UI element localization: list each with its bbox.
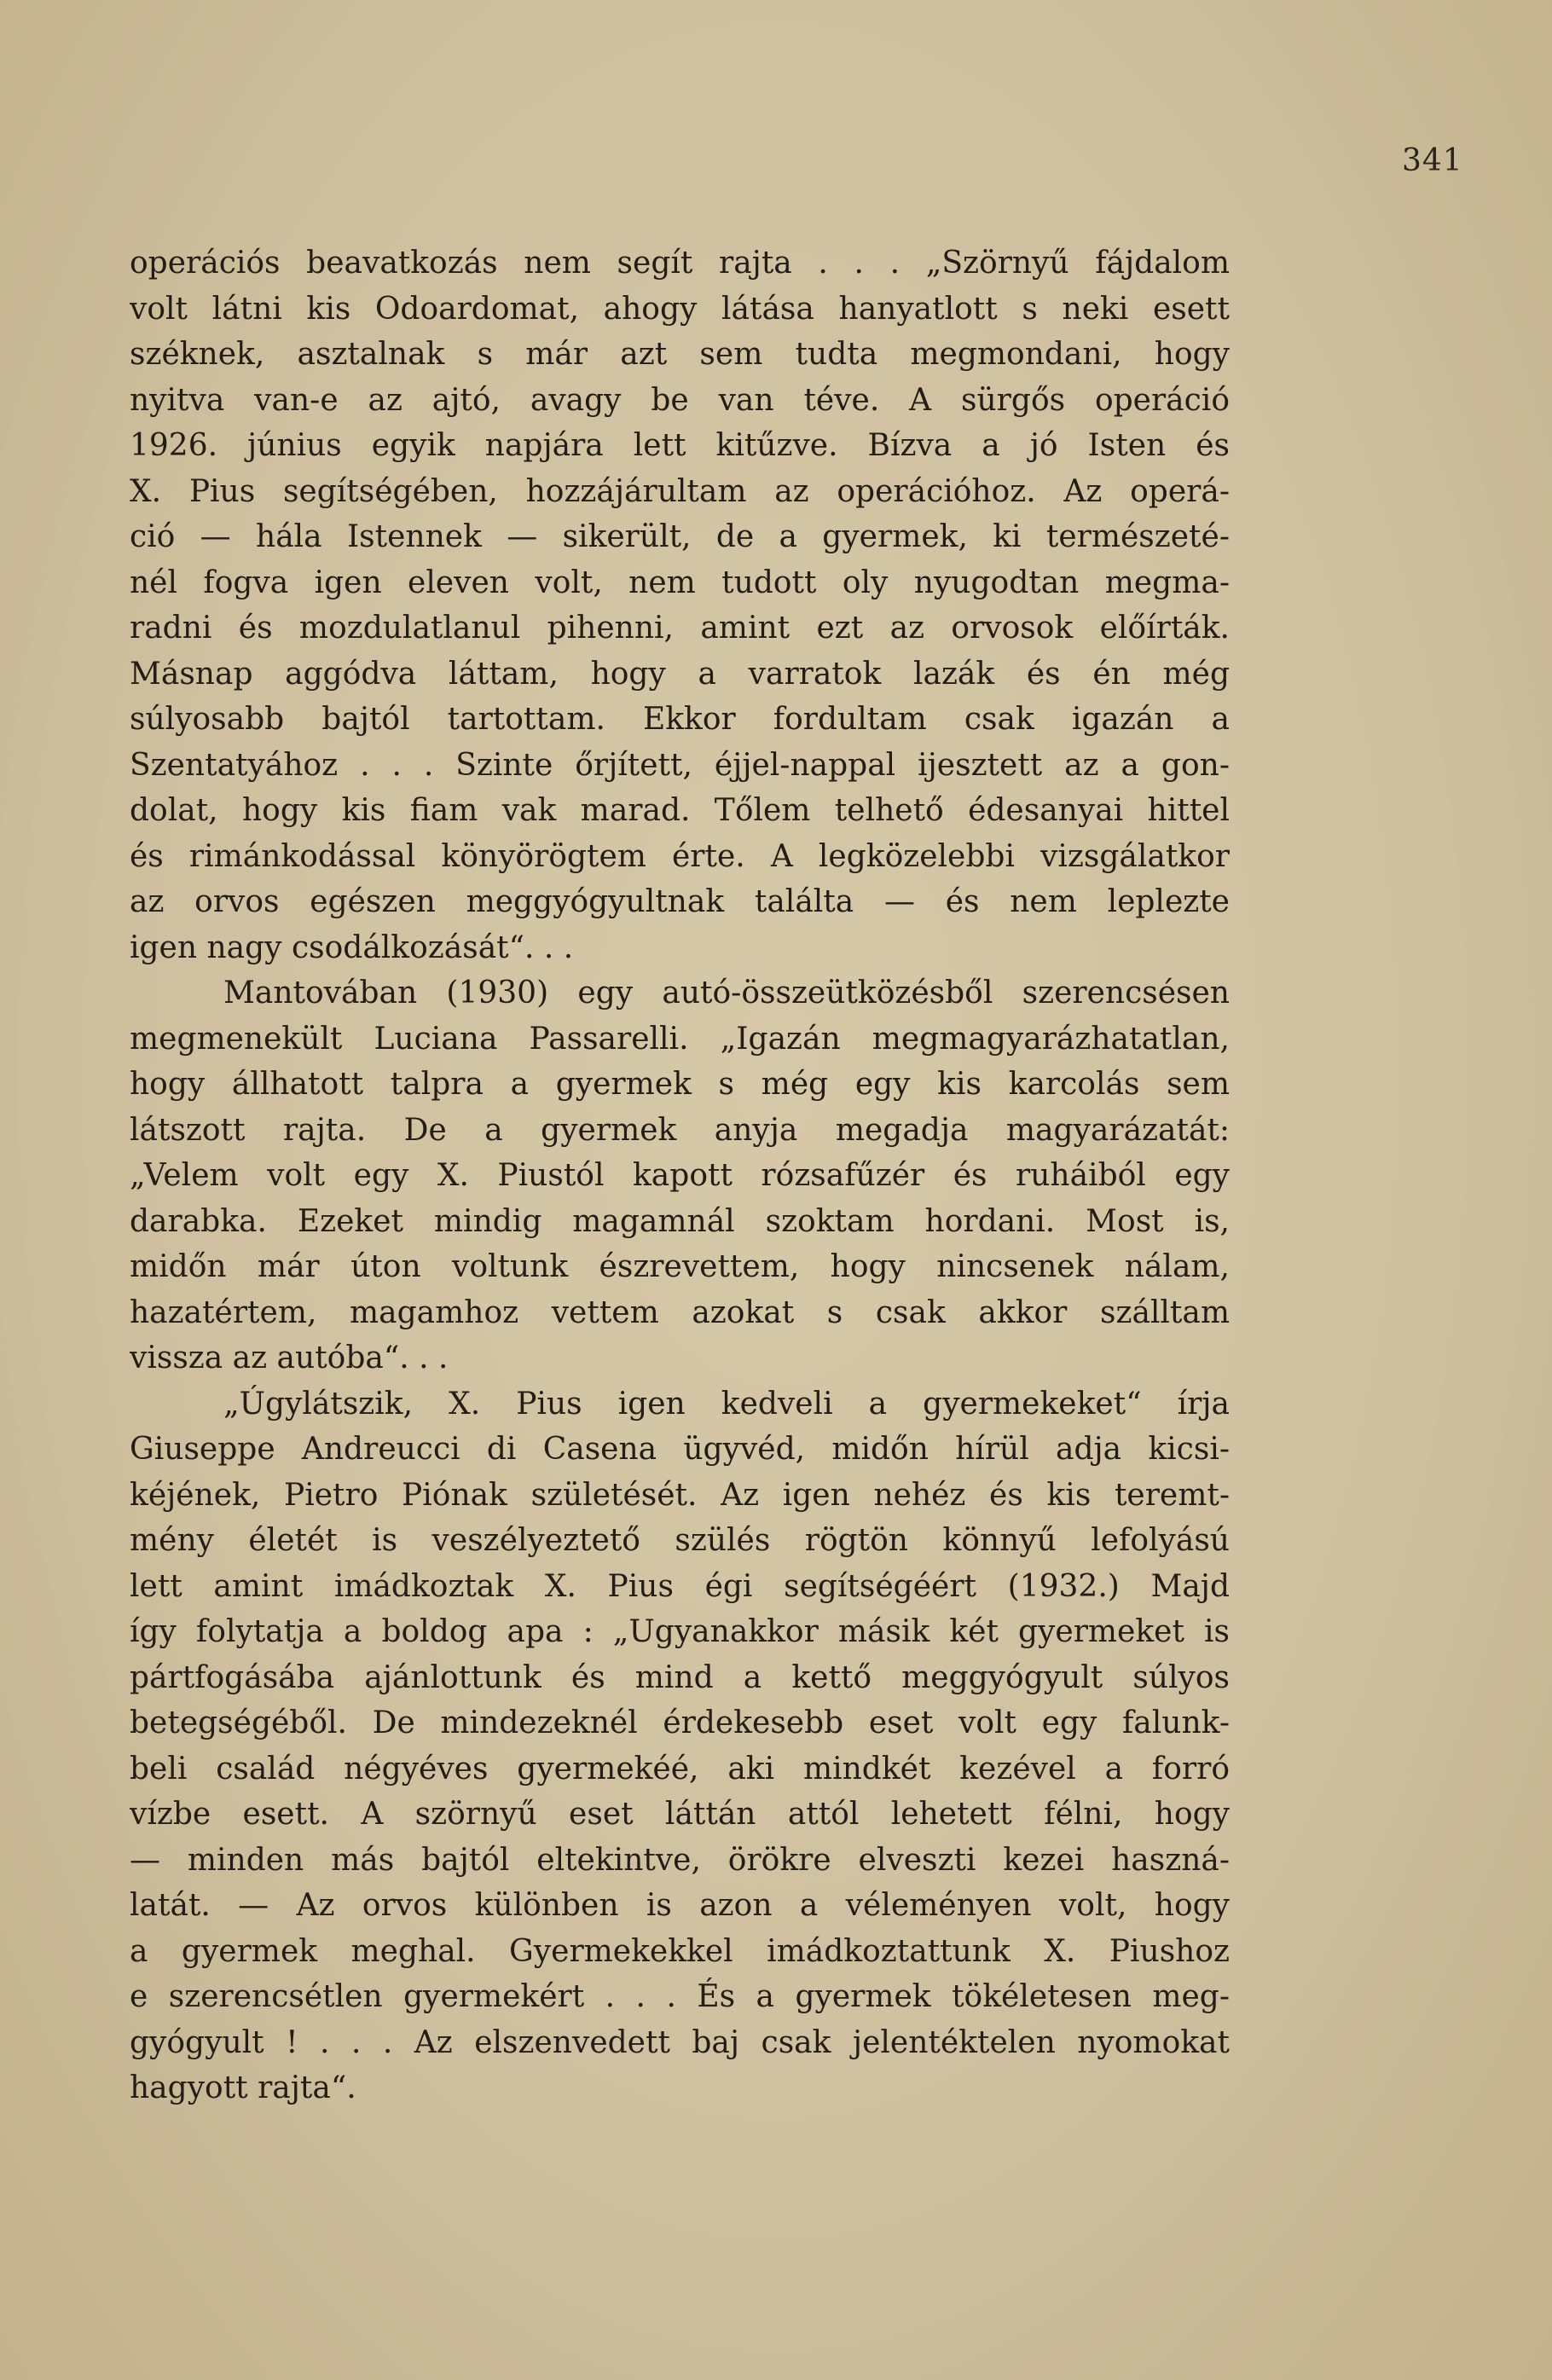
text-line: vízbe esett. A szörnyű eset láttán attól lehetett félni, hogy (130, 1797, 1230, 1832)
text-line: lett amint imádkoztak X. Pius égi segítségéért (1932.) Majd (130, 1568, 1230, 1604)
text-line: vissza az autóba“. . . (130, 1341, 449, 1375)
text-line: e szerencsétlen gyermekért . . . És a gyermek tökéletesen meg- (130, 1979, 1230, 2014)
text-line: darabka. Ezeket mindig magamnál szoktam hordani. Most is, (130, 1203, 1230, 1239)
text-line: mény életét is veszélyeztető szülés rögtön könnyű lefolyású (130, 1523, 1230, 1558)
text-line: — minden más bajtól eltekintve, örökre elveszti kezei haszná- (130, 1842, 1230, 1878)
text-line: kéjének, Pietro Piónak születését. Az igen nehéz és kis teremt- (130, 1477, 1230, 1513)
text-line: 1926. június egyik napjára lett kitűzve. Bízva a jó Isten és (130, 428, 1230, 463)
text-line: megmenekült Luciana Passarelli. „Igazán megmagyarázhatatlan, (130, 1021, 1230, 1057)
text-line: gyógyult ! . . . Az elszenvedett baj csak jelentéktelen nyomokat (130, 2024, 1230, 2060)
text-line: X. Pius segítségében, hozzájárultam az operációhoz. Az operá- (130, 473, 1230, 509)
text-line: pártfogásába ajánlottunk és mind a kettő meggyógyult súlyos (130, 1659, 1230, 1695)
text-line: betegségéből. De mindezeknél érdekesebb eset volt egy falunk- (130, 1705, 1230, 1740)
body-text (130, 240, 1230, 2111)
text-line: nél fogva igen eleven volt, nem tudott oly nyugodtan megma- (130, 565, 1230, 600)
text-line: súlyosabb bajtól tartottam. Ekkor fordultam csak igazán a (130, 702, 1230, 737)
text-line: Szentatyához . . . Szinte őrjített, éjjel-nappal ijesztett az a gon- (130, 747, 1230, 783)
text-line: ció — hála Istennek — sikerült, de a gyermek, ki természeté- (130, 519, 1230, 554)
text-line: nyitva van-e az ajtó, avagy be van téve. A sürgős operáció (130, 382, 1230, 418)
page-number: 341 (1402, 143, 1463, 178)
text-line: radni és mozdulatlanul pihenni, amint ezt az orvosok előírták. (130, 611, 1230, 646)
text-line: igen nagy csodálkozását“. . . (130, 929, 574, 965)
text-line: Giuseppe Andreucci di Casena ügyvéd, midőn hírül adja kicsi- (130, 1432, 1230, 1467)
text-line: hogy állhatott talpra a gyermek s még egy kis karcolás sem (130, 1067, 1230, 1102)
text-line: latát. — Az orvos különben is azon a véleményen volt, hogy (130, 1888, 1230, 1923)
text-line: midőn már úton voltunk észrevettem, hogy nincsenek nálam, (130, 1249, 1230, 1284)
text-line: az orvos egészen meggyógyultnak találta — és nem leplezte (130, 884, 1230, 919)
text-line: és rimánkodással könyörögtem érte. A legközelebbi vizsgálatkor (130, 838, 1230, 874)
text-line: beli család négyéves gyermekéé, aki mindkét kezével a forró (130, 1751, 1230, 1786)
text-line: a gyermek meghal. Gyermekekkel imádkoztattunk X. Piushoz (130, 1933, 1230, 1969)
text-line: Másnap aggódva láttam, hogy a varratok lazák és én még (130, 656, 1230, 692)
text-line: Mantovában (1930) egy autó-összeütközésből szerencsésen (223, 976, 1230, 1010)
text-line: hagyott rajta“. (130, 2070, 356, 2105)
text-line: látszott rajta. De a gyermek anyja megadja magyarázatát: (130, 1112, 1230, 1148)
text-line: hazatértem, magamhoz vettem azokat s csak akkor szálltam (130, 1294, 1230, 1330)
text-line: így folytatja a boldog apa : „Ugyanakkor másik két gyermeket is (130, 1614, 1230, 1649)
text-line: „Velem volt egy X. Piustól kapott rózsafűzér és ruháiból egy (130, 1158, 1230, 1193)
text-line: operációs beavatkozás nem segít rajta . . . „Szörnyű fájdalom (130, 246, 1230, 281)
text-line: „Úgylátszik, X. Pius igen kedveli a gyermekeket“ írja (223, 1386, 1230, 1422)
text-line: dolat, hogy kis fiam vak marad. Tőlem telhető édesanyai hittel (130, 793, 1230, 828)
text-line: széknek, asztalnak s már azt sem tudta megmondani, hogy (130, 337, 1230, 372)
text-line: volt látni kis Odoardomat, ahogy látása hanyatlott s neki esett (130, 291, 1230, 327)
